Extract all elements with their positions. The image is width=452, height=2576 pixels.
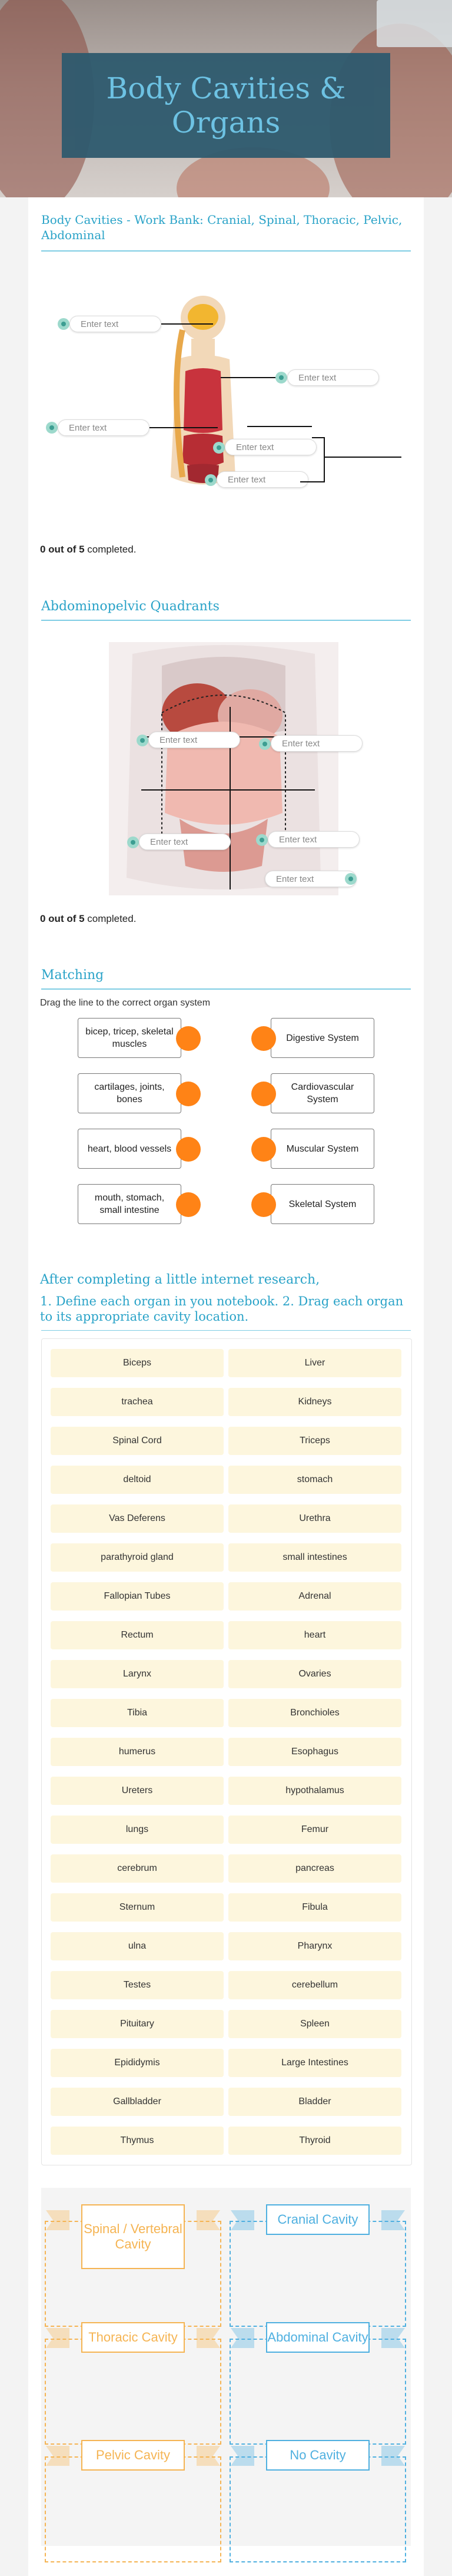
quadrant-input-4[interactable]: Enter text [268,831,360,848]
match-left-item[interactable]: bicep, tricep, skeletal muscles [78,1018,181,1058]
organ-chip[interactable]: Pituitary [51,2010,224,2038]
match-right-item[interactable]: Digestive System [271,1018,374,1058]
organ-chip[interactable]: stomach [228,1466,401,1494]
matching-instruction: Drag the line to the correct organ system [40,998,211,1008]
drag-target-dot[interactable] [251,1026,276,1051]
organ-chip[interactable]: Epididymis [51,2049,224,2077]
organ-chip[interactable]: Triceps [228,1427,401,1455]
cavity-input-2[interactable]: Enter text [287,369,379,386]
organ-chip[interactable]: Fallopian Tubes [51,1582,224,1611]
hotspot-dot-icon[interactable] [256,834,268,846]
organ-chip[interactable]: deltoid [51,1466,224,1494]
organ-chip[interactable]: Adrenal [228,1582,401,1611]
section-title-body-cavities: Body Cavities - Work Bank: Cranial, Spinal, Thoracic, Pelvic, Abdominal [41,213,403,242]
cavity-drop-zone[interactable] [230,2221,406,2327]
cavity-input-4[interactable]: Enter text [225,439,317,455]
bracket-line [300,481,325,482]
section-title-matching: Matching [41,968,104,983]
organ-chip[interactable]: Sternum [51,1893,224,1922]
organ-chip[interactable]: Spinal Cord [51,1427,224,1455]
drag-target-dot[interactable] [251,1082,276,1106]
match-left-item[interactable]: heart, blood vessels [78,1129,181,1169]
organ-chip[interactable]: Tibia [51,1699,224,1727]
organ-chip[interactable]: lungs [51,1816,224,1844]
match-right-item[interactable]: Cardiovascular System [271,1073,374,1113]
abdominopelvic-illustration [109,642,338,895]
organ-chip[interactable]: hypothalamus [228,1777,401,1805]
leader-line [138,427,218,428]
hotspot-dot-icon[interactable] [213,442,225,454]
quadrant-input-1[interactable]: Enter text [148,732,240,748]
cavity-drop-zone[interactable] [230,2339,406,2445]
organ-chip[interactable]: Vas Deferens [51,1504,224,1533]
progress-text: 0 out of 5 completed. [40,913,137,924]
organ-chip[interactable]: Fibula [228,1893,401,1922]
organ-chip[interactable]: parathyroid gland [51,1543,224,1572]
cavity-label: Thoracic Cavity [81,2322,185,2353]
section-divider [41,1330,411,1331]
drag-handle-dot[interactable] [176,1082,201,1106]
research-task: 1. Define each organ in you notebook. 2. Drag each organ to its appropriate cavity location. [40,1294,404,1324]
window-illustration [377,0,452,47]
cavity-label: Cranial Cavity [266,2204,370,2235]
left-gutter [0,197,28,2576]
organ-chip[interactable]: Esophagus [228,1738,401,1766]
page-title-box [62,53,390,158]
organ-chip[interactable]: Spleen [228,2010,401,2038]
cavity-label: Pelvic Cavity [81,2440,185,2471]
hotspot-dot-icon[interactable] [58,318,69,330]
organ-chip[interactable]: Testes [51,1971,224,1999]
quadrant-input-2[interactable]: Enter text [271,735,363,752]
section-divider [41,988,411,990]
hotspot-dot-icon[interactable] [205,474,217,486]
right-gutter [424,197,452,2576]
leader-line [247,426,312,427]
organ-chip[interactable]: cerebellum [228,1971,401,1999]
hotspot-dot-icon[interactable] [137,735,148,746]
organ-chip[interactable]: Bronchioles [228,1699,401,1727]
cavity-label: Abdominal Cavity [266,2322,370,2353]
cavity-input-3[interactable]: Enter text [58,419,149,436]
match-right-item[interactable]: Skeletal System [271,1184,374,1224]
cavity-input-5[interactable]: Enter text [217,471,308,488]
organ-chip[interactable]: Kidneys [228,1388,401,1416]
organ-chip[interactable]: Biceps [51,1349,224,1377]
cavity-input-1[interactable]: Enter text [69,316,161,332]
leader-line [221,377,282,378]
hotspot-dot-icon[interactable] [46,422,58,434]
organ-chip[interactable]: Bladder [228,2088,401,2116]
organ-chip[interactable]: Thymus [51,2127,224,2155]
organ-chip[interactable]: Gallbladder [51,2088,224,2116]
organ-chip[interactable]: heart [228,1621,401,1649]
organ-chip[interactable]: humerus [51,1738,224,1766]
organ-chip[interactable]: Rectum [51,1621,224,1649]
bracket-line [324,437,325,482]
drag-target-dot[interactable] [251,1137,276,1162]
match-left-item[interactable]: cartilages, joints, bones [78,1073,181,1113]
organ-chip[interactable]: Liver [228,1349,401,1377]
organ-chip[interactable]: Ureters [51,1777,224,1805]
organ-chip[interactable]: ulna [51,1932,224,1960]
drag-handle-dot[interactable] [176,1137,201,1162]
organ-chip[interactable]: pancreas [228,1854,401,1883]
cavity-drop-zone[interactable] [230,2456,406,2562]
section-title-quadrants: Abdominopelvic Quadrants [41,599,220,614]
page-title: Body Cavities & Organs [106,71,346,140]
hotspot-dot-icon[interactable] [127,836,139,848]
drag-handle-dot[interactable] [176,1192,201,1217]
progress-text: 0 out of 5 completed. [40,544,137,555]
section-divider [41,250,411,252]
drag-target-dot[interactable] [251,1192,276,1217]
organ-chip[interactable]: cerebrum [51,1854,224,1883]
organ-chip[interactable]: Large Intestines [228,2049,401,2077]
section-divider [41,620,411,621]
quadrant-input-5[interactable]: Enter text [265,871,357,887]
quadrant-line [141,789,315,791]
body-cavities-illustration [159,295,259,495]
quadrant-input-3[interactable]: Enter text [139,834,231,850]
organ-chip[interactable]: Ovaries [228,1660,401,1688]
organ-chip[interactable]: Urethra [228,1504,401,1533]
hotspot-dot-icon[interactable] [345,873,357,885]
cavity-label: Spinal / Vertebral Cavity [81,2204,185,2269]
organ-chip[interactable]: trachea [51,1388,224,1416]
drag-handle-dot[interactable] [176,1026,201,1051]
research-intro: After completing a little internet research, [40,1272,320,1287]
cavity-drop-zone[interactable] [45,2339,221,2445]
match-left-item[interactable]: mouth, stomach, small intestine [78,1184,181,1224]
cavity-drop-zone[interactable] [45,2456,221,2562]
organ-chip[interactable]: Pharynx [228,1932,401,1960]
hotspot-dot-icon[interactable] [259,738,271,750]
organ-chip[interactable]: small intestines [228,1543,401,1572]
bracket-line [325,457,401,458]
bracket-line [312,437,324,438]
match-right-item[interactable]: Muscular System [271,1129,374,1169]
organ-chip[interactable]: Thyroid [228,2127,401,2155]
organ-chip[interactable]: Larynx [51,1660,224,1688]
organ-chip[interactable]: Femur [228,1816,401,1844]
cavity-label: No Cavity [266,2440,370,2471]
hotspot-dot-icon[interactable] [275,372,287,383]
